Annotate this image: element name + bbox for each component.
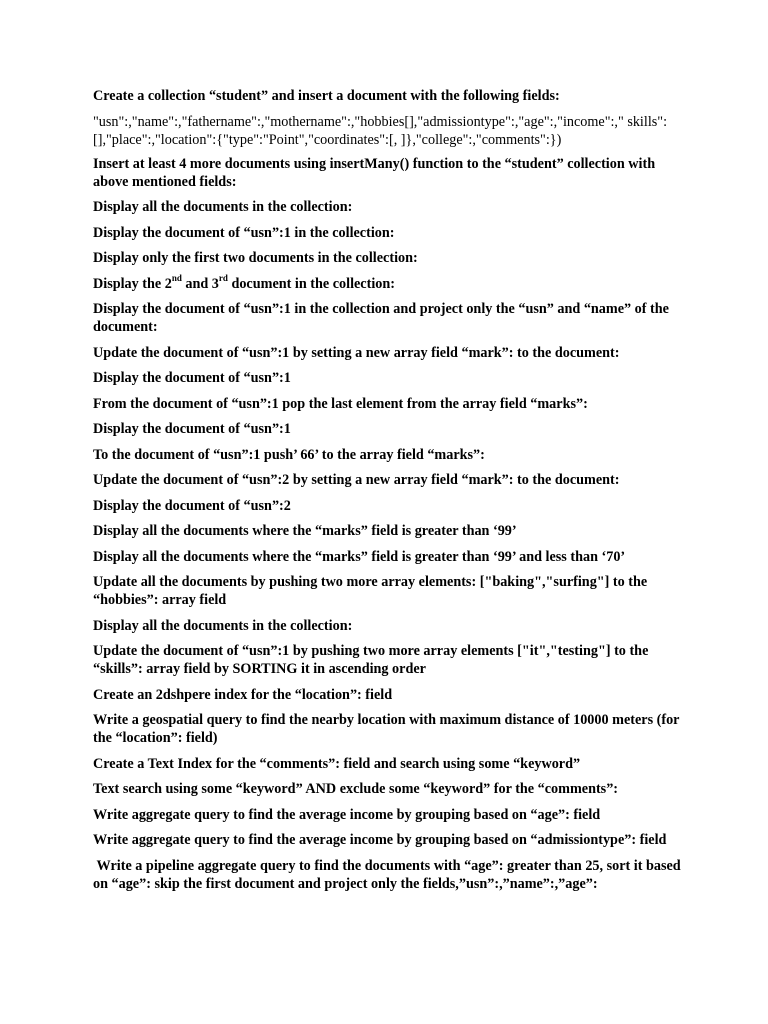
instruction-item: Write aggregate query to find the average income by grouping based on “admissiontype”: field	[93, 832, 667, 848]
instruction-item: Display the document of “usn”:1	[93, 370, 291, 386]
instruction-item: Display the document of “usn”:1 in the collection:	[93, 224, 395, 241]
instruction-item: Create a Text Index for the “comments”: field and search using some “keyword”	[93, 755, 581, 772]
instruction-item: Display the document of “usn”:1 in the collection and project only the “usn” and “name” of the document:	[93, 301, 669, 335]
instruction-item: To the document of “usn”:1 push’ 66’ to the array field “marks”:	[93, 446, 485, 463]
instruction-item: Display all the documents where the “marks” field is greater than ‘99’ and less than ‘70’	[93, 548, 626, 565]
instruction-item: From the document of “usn”:1 pop the last element from the array field “marks”:	[93, 395, 588, 412]
nth-middle: and 3	[181, 275, 219, 292]
instruction-item: Display the document of “usn”:2	[93, 497, 291, 514]
instruction-item: Update the document of “usn”:1 by pushing two more array elements ["it","testing"] to the “skills”: array field by SORTING it in ascending order	[93, 643, 649, 677]
instruction-item: Update the document of “usn”:2 by setting a new array field “mark”: to the document:	[93, 472, 620, 488]
instruction-item: Create an 2dshpere index for the “location”: field	[93, 686, 393, 703]
nth-sup-rd: rd	[218, 272, 228, 283]
instruction-item: Display all the documents in the collection:	[93, 617, 353, 634]
instruction-item: Insert at least 4 more documents using insertMany() function to the “student” collection with above mentioned fields:	[93, 155, 656, 190]
nth-suffix: document in the collection:	[227, 275, 395, 292]
instruction-item: Display all the documents in the collection:	[93, 199, 353, 215]
nth-prefix: Display the 2	[93, 275, 172, 292]
document-page	[93, 87, 683, 900]
intro-heading: Create a collection “student” and insert a document with the following fields:	[93, 88, 560, 104]
instruction-item: Write a pipeline aggregate query to find the documents with “age”: greater than 25, sort it based on “age”: skip the first document and project only the fields,”usn”:,”name”:,”age”:	[93, 857, 681, 892]
instruction-item-nth	[93, 272, 683, 293]
instruction-item: Update all the documents by pushing two more array elements: ["baking","surfing"] to the “hobbies”: array field	[93, 574, 648, 608]
instruction-item: Display only the first two documents in the collection:	[93, 250, 418, 266]
instruction-item: Display the document of “usn”:1	[93, 421, 291, 437]
instruction-item: Text search using some “keyword” AND exclude some “keyword” for the “comments”:	[93, 781, 619, 797]
instruction-item: Write a geospatial query to find the nearby location with maximum distance of 10000 meters (for the “location”: field)	[93, 712, 680, 746]
instruction-item: Update the document of “usn”:1 by setting a new array field “mark”: to the document:	[93, 344, 620, 361]
instruction-item: Display all the documents where the “marks” field is greater than ‘99’	[93, 523, 517, 539]
instruction-item: Write aggregate query to find the average income by grouping based on “age”: field	[93, 806, 601, 823]
fields-line: "usn":,"name":,"fathername":,"mothername":,"hobbies[],"admissiontype":,"age":,"income":," skills":[],"place":,"location":{"type":"Point","coordinates":[, ]},"college":,"comments":})	[93, 113, 668, 148]
nth-sup-nd: nd	[171, 272, 182, 283]
